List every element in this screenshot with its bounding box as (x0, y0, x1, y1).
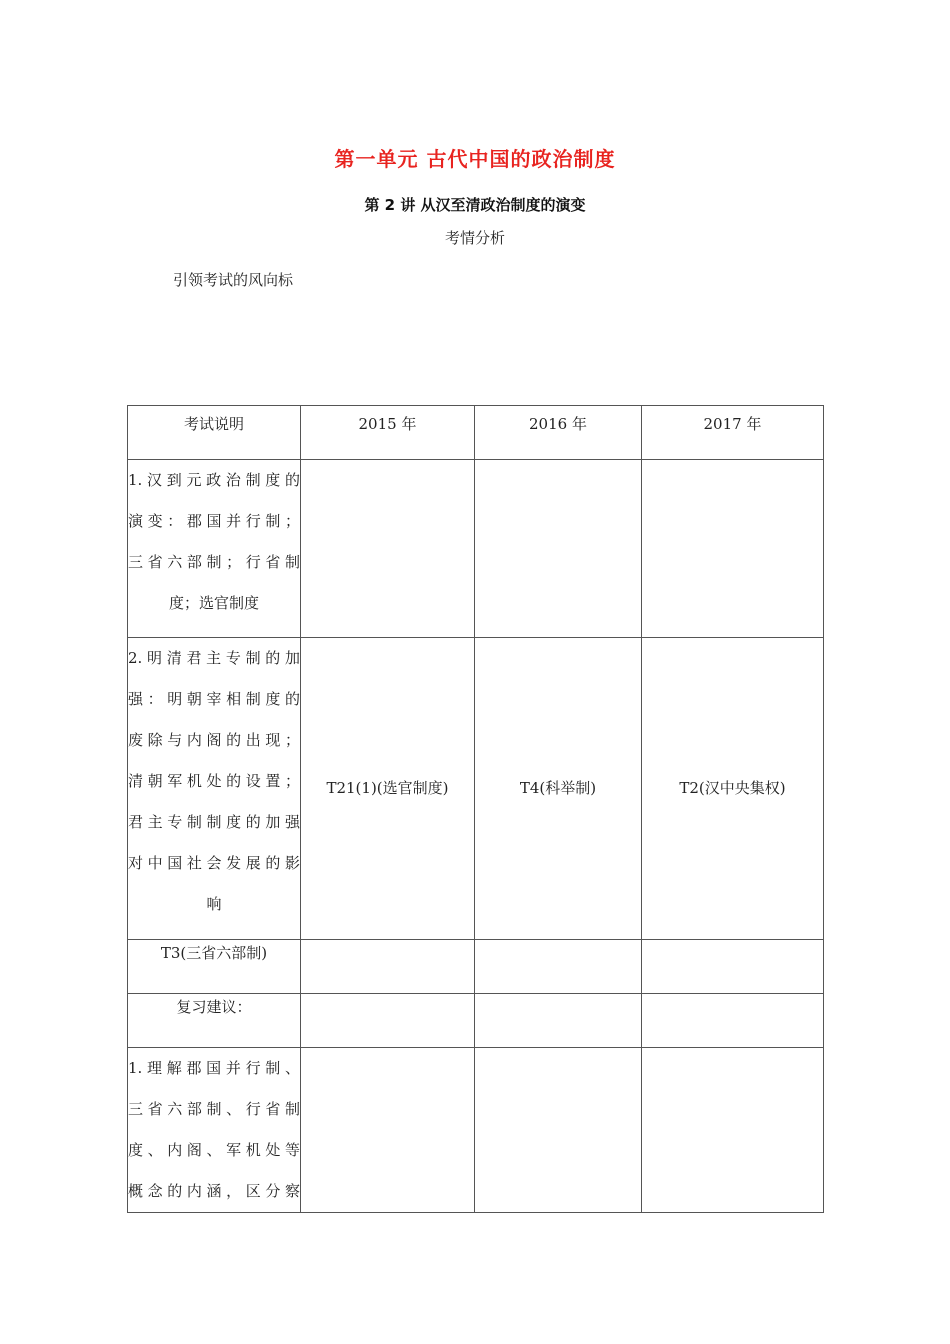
cell-2016 (475, 994, 642, 1048)
cell-2016 (475, 940, 642, 994)
table-row (128, 994, 824, 1048)
unit-title: 第一单元 古代中国的政治制度 (334, 147, 616, 171)
description-cell: T3(三省六部制) (128, 940, 301, 994)
cell-2017 (642, 1048, 824, 1213)
table-header-row (128, 406, 824, 460)
table-row (128, 1048, 824, 1213)
lead-text: 引领考试的风向标 (173, 271, 294, 289)
description-cell: 2.明清君主专制的加 强：明朝宰相制度的 废除与内阁的出现； 清朝军机处的设置； 君主专制制度的加强 对中国社会发展的影 响 (128, 638, 301, 940)
cell-2015 (301, 460, 475, 638)
table-row (128, 638, 824, 940)
cell-2016 (475, 460, 642, 638)
table-row (128, 940, 824, 994)
section-heading: 考情分析 (444, 229, 505, 247)
cell-2016 (475, 1048, 642, 1213)
description-cell: 复习建议： (128, 994, 301, 1048)
cell-2015 (301, 940, 475, 994)
header-cell-2015: 2015 年 (301, 406, 475, 460)
lesson-subtitle: 第 2 讲 从汉至清政治制度的演变 (364, 196, 586, 214)
cell-2015 (301, 1048, 475, 1213)
exam-analysis-table (127, 405, 824, 1213)
cell-2016: T4(科举制) (475, 638, 642, 940)
table-row (128, 460, 824, 638)
description-cell: 1.理解郡国并行制、 三省六部制、行省制 度、内阁、军机处等 概念的内涵，区分察 (128, 1048, 301, 1213)
cell-2017 (642, 994, 824, 1048)
header-cell-description: 考试说明 (128, 406, 301, 460)
cell-2017 (642, 460, 824, 638)
cell-2015 (301, 994, 475, 1048)
cell-2017: T2(汉中央集权) (642, 638, 824, 940)
cell-2015: T21(1)(选官制度) (301, 638, 475, 940)
header-cell-2016: 2016 年 (475, 406, 642, 460)
cell-2017 (642, 940, 824, 994)
description-cell: 1.汉到元政治制度的 演变：郡国并行制； 三省六部制；行省制 度；选官制度 (128, 460, 301, 638)
header-cell-2017: 2017 年 (642, 406, 824, 460)
